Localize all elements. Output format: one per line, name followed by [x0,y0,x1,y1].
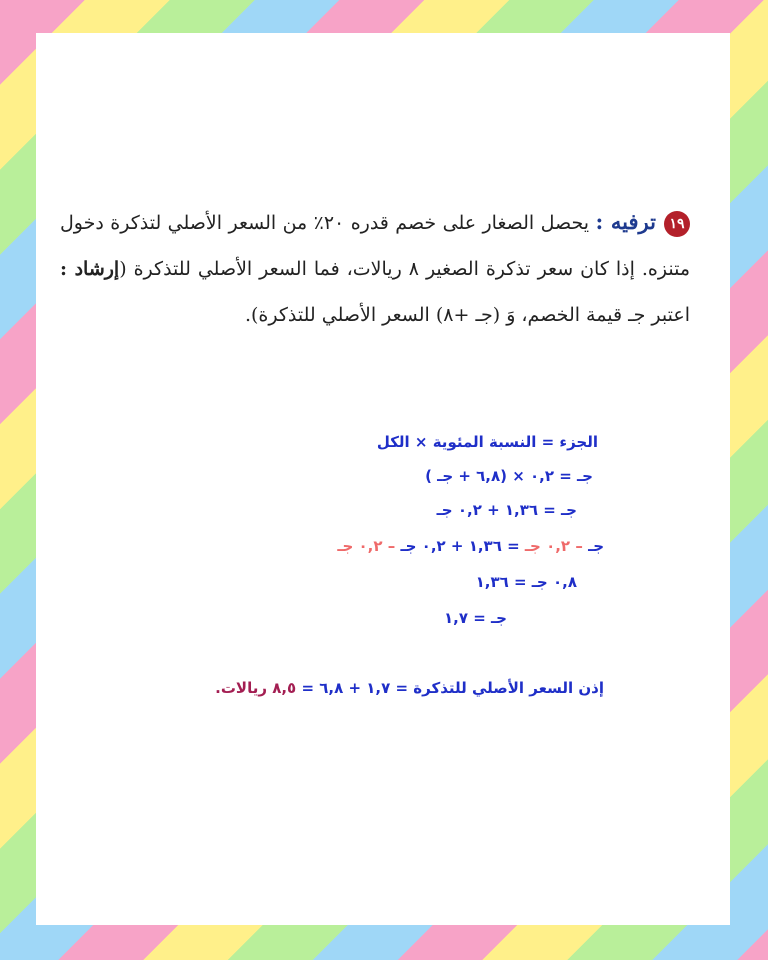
content-card [36,33,730,925]
conclusion-text: إذن السعر الأصلي للتذكرة = ١,٧ + ٦,٨ = [296,679,604,697]
solution-step-4 [337,531,604,561]
solution-step-3: جـ = ١,٣٦ + ٠,٢ جـ [436,501,577,519]
problem-line-2: إذا كان سعر تذكرة الصغير ٨ ريالات، فما السعر الأصلي للتذكرة ( [119,258,635,280]
solution-step-5: ٠,٨ جـ = ١,٣٦ [475,573,577,591]
step-4-lhs-subtract: – ٠,٢ جـ [524,537,583,555]
conclusion-line [215,679,604,697]
question-number-badge: ١٩ [664,211,690,237]
solution-step-6: جـ = ١,٧ [444,609,507,627]
solution-step-2: جـ = ٠,٢ × (٦,٨ + جـ ) [425,467,593,485]
hint-label: إرشاد : [60,258,120,280]
step-4-rhs-subtract: – ٠,٢ جـ [337,537,396,555]
step-4-lhs: جـ [588,537,604,555]
problem-title: ترفيه : [595,209,656,234]
problem-line-1: يحصل الصغار على خصم قدره ٢٠٪ من السعر الأصلي لتذكرة دخول متنزه. [60,212,690,280]
final-answer: ٨,٥ ريالات. [215,679,297,697]
hint-text: اعتبر جـ قيمة الخصم، وَ (جـ +٨) السعر الأصلي للتذكرة). [244,304,690,326]
solution-step-1: الجزء = النسبة المئوية × الكل [376,433,598,451]
problem-statement [60,199,690,338]
step-4-rhs: = ١,٣٦ + ٠,٢ جـ [400,537,520,555]
